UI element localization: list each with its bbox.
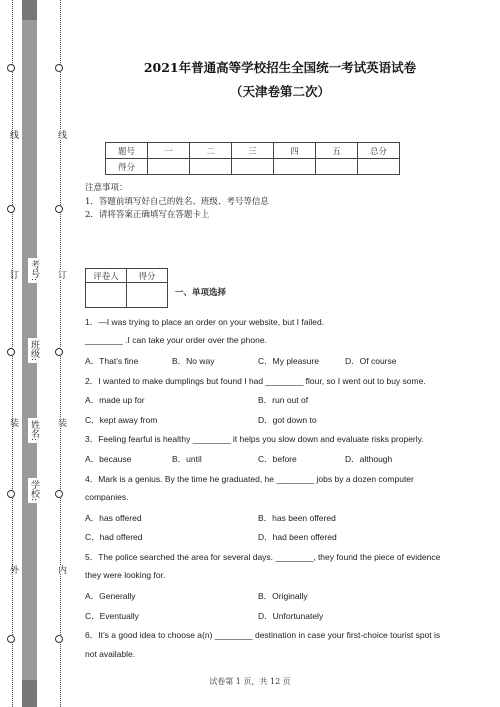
school-label: 学校: [29, 480, 39, 502]
score-input-cell[interactable] [232, 159, 274, 175]
binding-word-bind: 装 [8, 418, 18, 427]
option-a[interactable]: A．Generally [85, 591, 136, 601]
question-stem: 6．It’s a good idea to choose a(n) ________ destination in case your first-choice tourist spot is [85, 630, 441, 640]
notes-item: 2．请将答案正确填写在答题卡上 [85, 210, 210, 220]
question-stem: 1．—I was trying to place an order on your website, but I failed. [85, 317, 325, 327]
option-c[interactable]: C．My pleasure [258, 356, 319, 366]
binding-word-line: 线 [8, 130, 18, 139]
score-input-cell[interactable] [358, 159, 400, 175]
seal-circle [7, 635, 15, 643]
score-input-cell[interactable] [274, 159, 316, 175]
option-a[interactable]: A．made up for [85, 395, 145, 405]
seal-circle [55, 490, 63, 498]
option-b[interactable]: B．No way [172, 356, 215, 366]
page-title: 2021年普通高等学校招生全国统一考试英语试卷 [143, 60, 417, 75]
score-cell: 二 [190, 143, 232, 159]
option-d[interactable]: D．although [345, 454, 393, 464]
option-c[interactable]: C．Eventually [85, 611, 139, 621]
question-stem: ________ .I can take your order over the phone. [85, 335, 267, 345]
option-a[interactable]: A．has offered [85, 513, 142, 523]
score-cell: 五 [316, 143, 358, 159]
option-b[interactable]: B．run out of [258, 395, 309, 405]
score-cell: 一 [148, 143, 190, 159]
seal-circle [7, 64, 15, 72]
question-stem: 3．Feeling fearful is healthy ________ it helps you slow down and evaluate risks properly. [85, 434, 424, 444]
score-input-cell[interactable] [316, 159, 358, 175]
binding-word-order-inner: 订 [56, 270, 66, 279]
binding-word-order: 订 [8, 270, 18, 279]
option-b[interactable]: B．until [172, 454, 202, 464]
question-stem: 5．The police searched the area for several days. ________, they found the piece of evidence [85, 552, 441, 562]
score-table [105, 142, 400, 175]
option-b[interactable]: B．has been offered [258, 513, 336, 523]
option-a[interactable]: A．That’s fine [85, 356, 139, 366]
seal-circle [55, 205, 63, 213]
seal-circle [55, 64, 63, 72]
grader-table [85, 268, 168, 308]
seal-circle [55, 348, 63, 356]
question-stem: 4．Mark is a genius. By the time he graduated, he ________ jobs by a dozen computer [85, 474, 414, 484]
binding-word-bind-inner: 装 [56, 418, 66, 427]
page-subtitle: （天津卷第二次） [229, 84, 330, 99]
option-d[interactable]: D．got down to [258, 415, 317, 425]
question-stem: 2．I wanted to make dumplings but found I had ________ flour, so I went out to buy some. [85, 376, 426, 386]
option-a[interactable]: A．because [85, 454, 132, 464]
grader-input-cell[interactable] [86, 283, 127, 308]
section-title: 一、单项选择 [175, 288, 227, 298]
binding-word-outside: 外 [8, 565, 18, 574]
option-c[interactable]: C．before [258, 454, 297, 464]
binding-gray-band-top [22, 0, 37, 20]
grader-header: 评卷人 [86, 269, 127, 283]
score-table-header-row [106, 143, 400, 159]
grader-header: 得分 [127, 269, 168, 283]
page-footer: 试卷第 1 页，共 12 页 [209, 677, 291, 686]
score-cell: 四 [274, 143, 316, 159]
grader-input-cell[interactable] [127, 283, 168, 308]
binding-word-inside: 内 [56, 565, 66, 574]
notes-heading: 注意事项： [85, 183, 128, 193]
option-d[interactable]: D．Unfortunately [258, 611, 324, 621]
score-cell: 三 [232, 143, 274, 159]
exam-number-label: 考号: [29, 260, 39, 282]
score-input-cell[interactable] [190, 159, 232, 175]
score-cell: 得分 [106, 159, 148, 175]
seal-circle [7, 348, 15, 356]
score-cell: 总分 [358, 143, 400, 159]
seal-circle [7, 490, 15, 498]
question-stem: not available. [85, 649, 136, 659]
seal-circle [7, 205, 15, 213]
score-cell: 题号 [106, 143, 148, 159]
binding-word-line-inner: 线 [56, 130, 66, 139]
class-label: 班级: [29, 340, 39, 362]
question-stem: companies. [85, 492, 129, 502]
name-label: 姓名: [29, 420, 39, 442]
seal-circle [55, 635, 63, 643]
option-d[interactable]: D．had been offered [258, 532, 337, 542]
option-d[interactable]: D．Of course [345, 356, 397, 366]
option-c[interactable]: C．kept away from [85, 415, 158, 425]
binding-strip [0, 0, 72, 707]
notes-item: 1．答题前填写好自己的姓名、班级、考号等信息 [85, 197, 269, 207]
option-b[interactable]: B．Originally [258, 591, 308, 601]
score-input-cell[interactable] [148, 159, 190, 175]
question-stem: they were looking for. [85, 570, 166, 580]
score-table-score-row [106, 159, 400, 175]
option-c[interactable]: C．had offered [85, 532, 143, 542]
